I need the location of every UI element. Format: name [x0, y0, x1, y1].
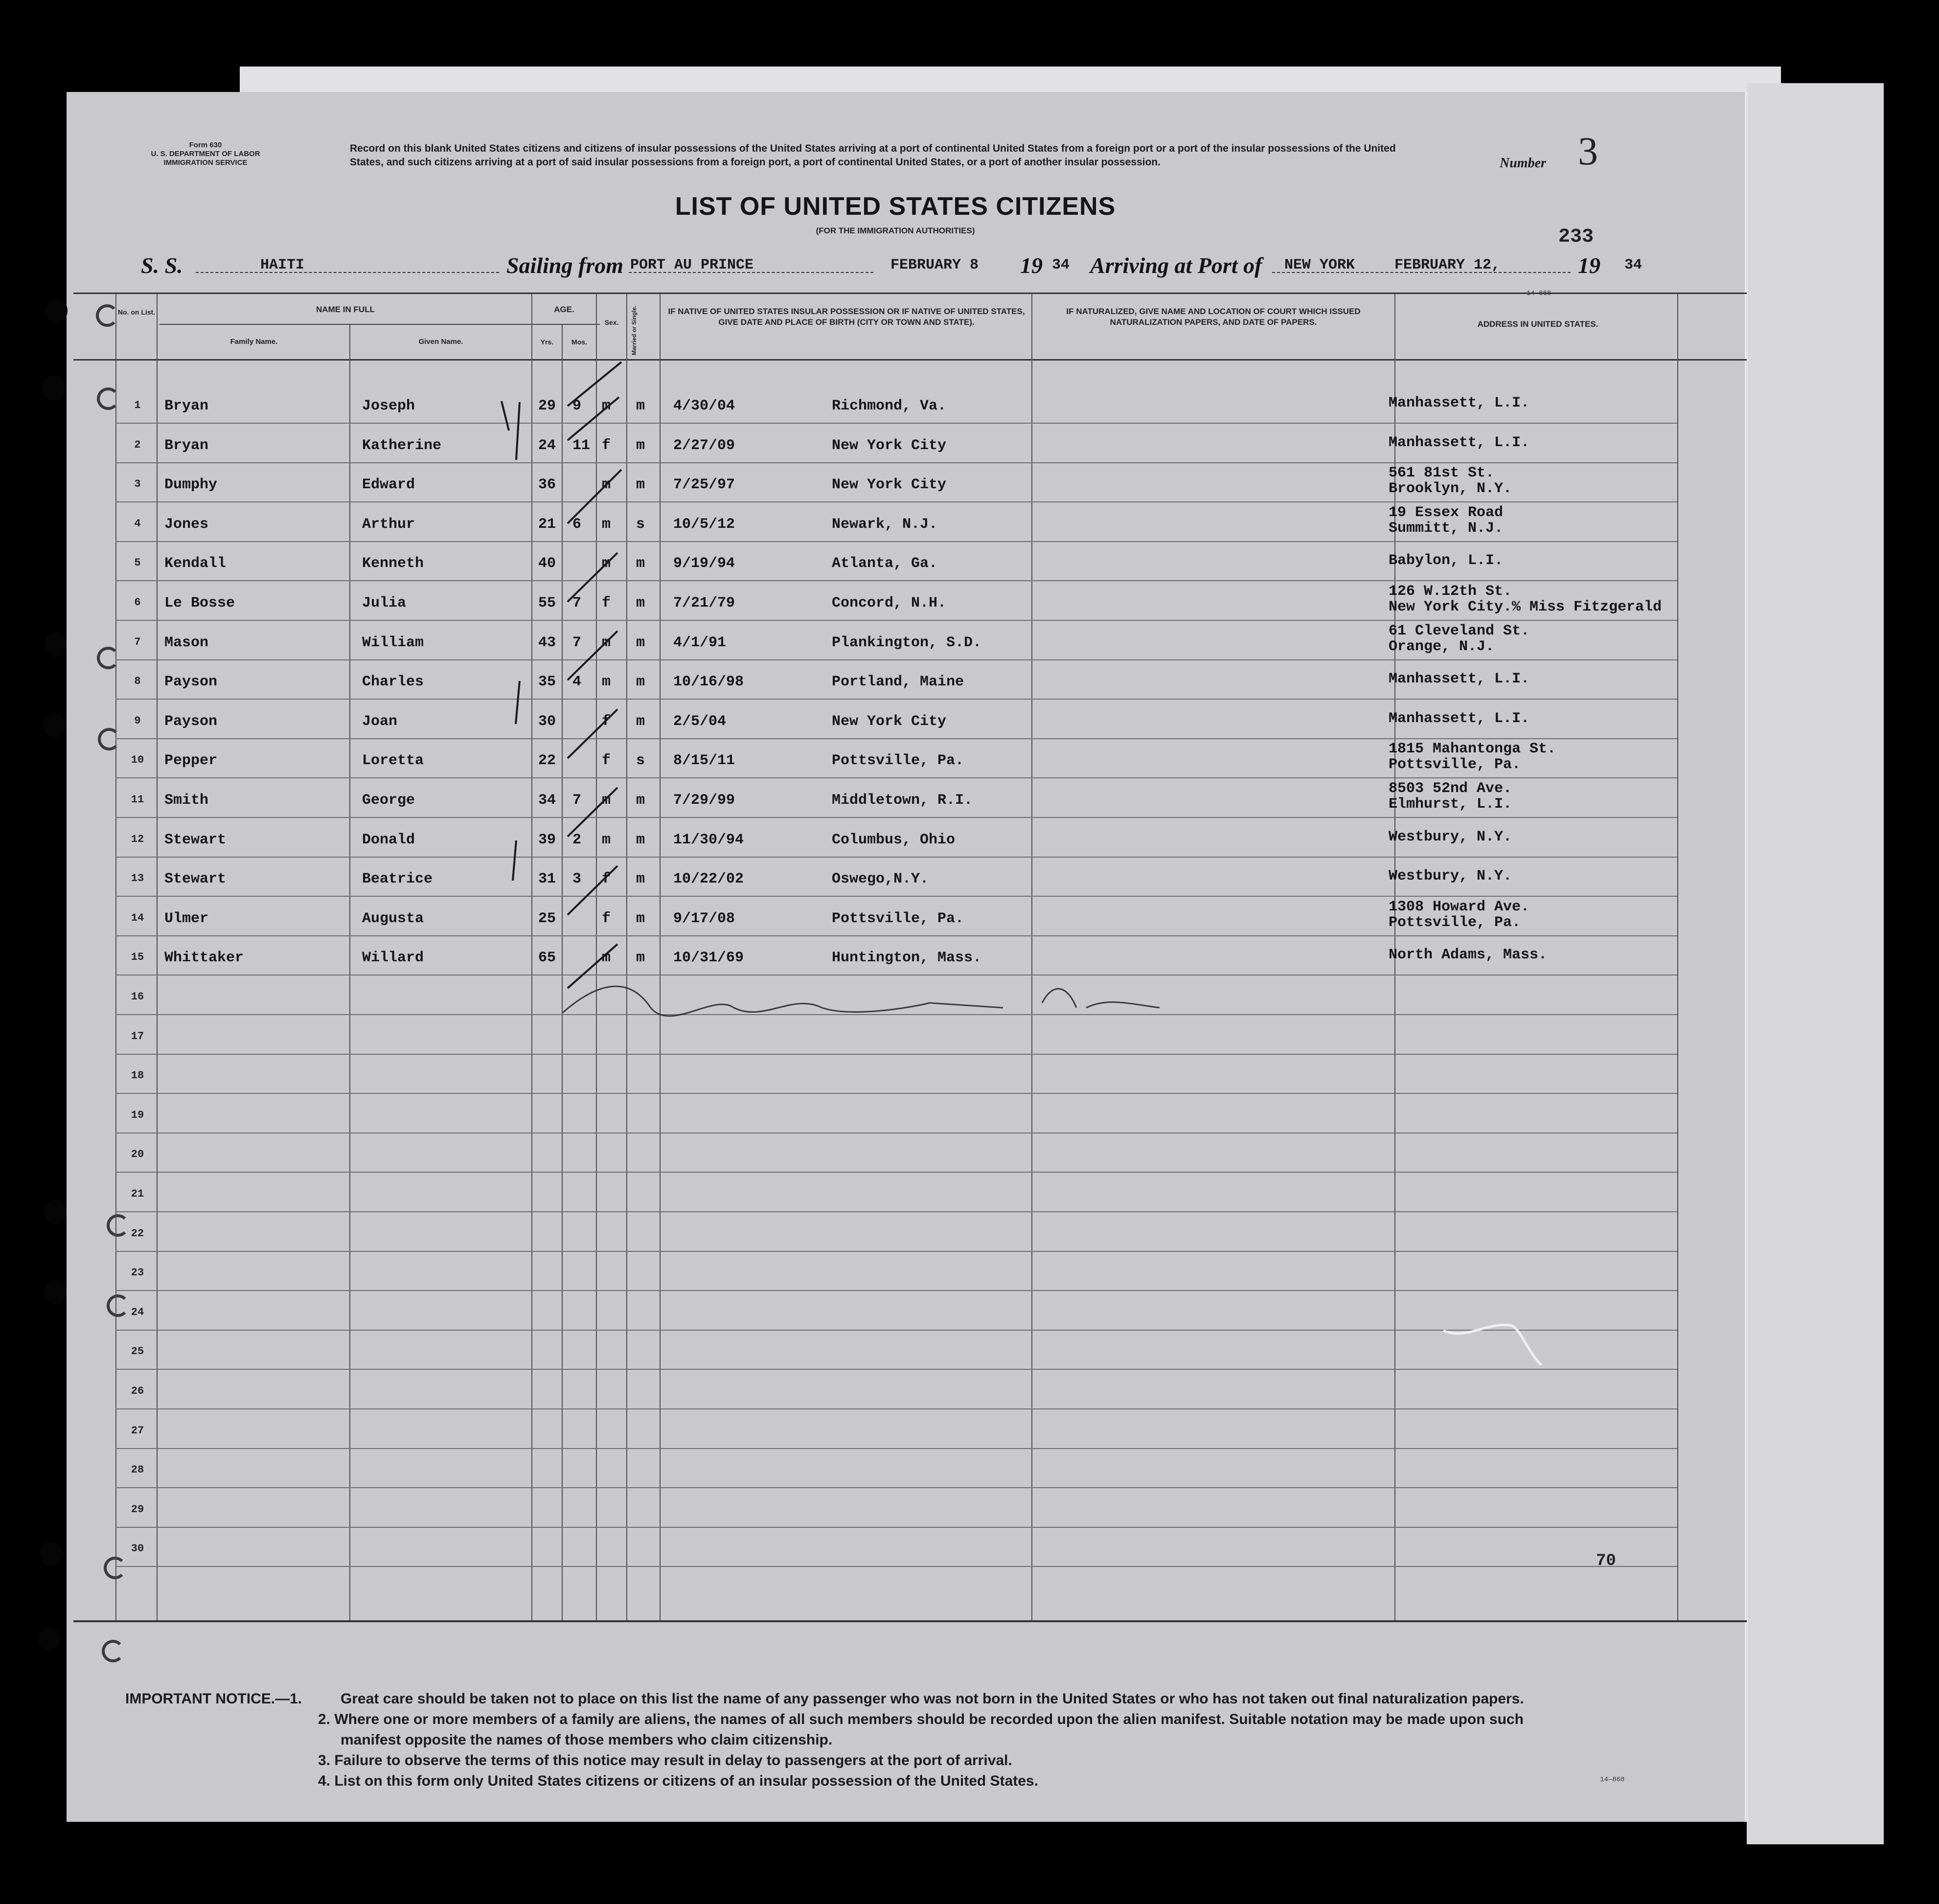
cell-place: New York City: [832, 437, 947, 454]
row-number: 2: [134, 438, 141, 451]
cell-place: New York City: [832, 713, 947, 730]
cell-place: Pottsville, Pa.: [832, 752, 964, 770]
cell-given: Charles: [362, 674, 424, 691]
cell-address-line1: North Adams, Mass.: [1389, 947, 1548, 964]
cell-yrs: 65: [538, 950, 556, 967]
cell-sex: f: [602, 752, 611, 770]
cell-mos: 7: [572, 634, 582, 651]
cell-sex: m: [602, 831, 611, 848]
cell-dob: 8/15/11: [673, 752, 735, 770]
cell-ms: m: [636, 950, 645, 967]
cell-sex: f: [602, 871, 611, 888]
signature-scrawl: [563, 986, 1160, 1016]
cell-dob: 11/30/94: [673, 831, 744, 848]
cell-place: Oswego,N.Y.: [832, 871, 929, 888]
notice-item-4: 4. List on this form only United States citizens or citizens of an insular possession of the United States.: [318, 1773, 1038, 1789]
cell-yrs: 25: [538, 910, 556, 927]
cell-given: Donald: [362, 831, 415, 848]
row-number: 24: [131, 1306, 144, 1318]
row-number: 3: [134, 478, 141, 491]
cell-given: Loretta: [362, 752, 424, 770]
cell-family: Jones: [164, 516, 209, 533]
cell-ms: m: [636, 910, 645, 927]
check-stroke: [568, 553, 617, 602]
row-number: 5: [134, 557, 141, 569]
cell-dob: 2/5/04: [673, 713, 727, 730]
cell-mos: 3: [572, 871, 582, 888]
row-number: 19: [131, 1109, 144, 1121]
cell-address-line2: Brooklyn, N.Y.: [1389, 480, 1512, 498]
row-number: 8: [134, 675, 141, 688]
cell-dob: 7/25/97: [673, 476, 735, 494]
cell-dob: 7/29/99: [673, 792, 735, 809]
notice-item-2-cont: manifest opposite the names of those members who claim citizenship.: [341, 1732, 833, 1748]
cell-family: Dumphy: [164, 476, 218, 494]
cell-family: Stewart: [164, 831, 227, 848]
cell-dob: 7/21/79: [673, 595, 735, 612]
row-number: 26: [131, 1385, 144, 1397]
cell-dob: 4/1/91: [673, 634, 727, 651]
cell-sex: f: [602, 713, 611, 730]
row-number: 13: [131, 872, 144, 885]
cell-sex: f: [602, 595, 611, 612]
sailing-year: 34: [1052, 257, 1070, 273]
row-number: 7: [134, 635, 141, 648]
cell-given: Augusta: [362, 910, 424, 927]
cell-yrs: 55: [538, 595, 556, 612]
cell-sex: f: [602, 437, 611, 454]
cell-yrs: 40: [538, 555, 556, 572]
notice-heading: IMPORTANT NOTICE.—1.: [125, 1691, 302, 1707]
cell-given: George: [362, 792, 415, 809]
cell-mos: 7: [572, 595, 582, 612]
row-number: 10: [131, 754, 144, 767]
cell-sex: m: [602, 476, 611, 494]
cell-address-line1: 8503 52nd Ave.: [1389, 780, 1512, 797]
cell-mos: 9: [572, 398, 582, 414]
cell-dob: 9/17/08: [673, 910, 735, 927]
cell-sex: m: [602, 555, 611, 572]
header-family-name: Family Name.: [230, 338, 278, 346]
cell-family: Pepper: [164, 752, 218, 770]
cell-ms: m: [636, 871, 645, 888]
row-number: 21: [131, 1188, 144, 1200]
preamble-text: Record on this blank United States citizens and citizens of insular possessions of the United States arriving at a port of continental United States from a foreign port or a port of the insular possessions of the United States, and such citizens arriving at a port of said insular possessions from a foreign port, a port of continental United States, or a port of another insular possession.: [350, 143, 1396, 168]
cell-family: Le Bosse: [164, 595, 235, 612]
cell-given: Arthur: [362, 516, 415, 533]
cell-mos: 6: [572, 516, 582, 533]
cell-place: Portland, Maine: [832, 674, 964, 691]
cell-place: Huntington, Mass.: [832, 950, 982, 967]
cell-place: Richmond, Va.: [832, 398, 947, 414]
cell-address-line2: Pottsville, Pa.: [1389, 914, 1521, 931]
cell-address-line1: 126 W.12th St.: [1389, 583, 1512, 600]
arrival-port: NEW YORK: [1284, 257, 1355, 273]
cell-ms: s: [636, 752, 645, 770]
cell-address-line1: 1308 Howard Ave.: [1389, 898, 1530, 915]
cell-ms: m: [636, 398, 645, 414]
cell-dob: 10/16/98: [673, 674, 744, 691]
cell-yrs: 30: [538, 713, 556, 730]
cell-address-line2: Summitt, N.J.: [1389, 520, 1504, 537]
arriving-label: Arriving at Port of: [1090, 253, 1262, 278]
cell-family: Whittaker: [164, 950, 244, 967]
cell-sex: m: [602, 516, 611, 533]
cell-family: Kendall: [164, 555, 227, 572]
cell-address-line1: Manhassett, L.I.: [1389, 395, 1530, 411]
sailing-date: FEBRUARY 8: [890, 257, 979, 273]
row-number: 9: [134, 714, 141, 727]
notice-item-3: 3. Failure to observe the terms of this notice may result in delay to passengers at the port of arrival.: [318, 1752, 1012, 1768]
header-mos: Mos.: [571, 338, 587, 346]
row-number: 6: [134, 596, 141, 609]
header-married-single: Married or Single.: [631, 305, 638, 355]
cell-address-line1: Manhassett, L.I.: [1389, 671, 1530, 688]
cell-given: Katherine: [362, 437, 442, 454]
row-number: 20: [131, 1148, 144, 1161]
cell-given: Kenneth: [362, 555, 424, 572]
header-address: ADDRESS IN UNITED STATES.: [1477, 319, 1598, 329]
cell-family: Ulmer: [164, 910, 209, 927]
cell-address-line2: Orange, N.J.: [1389, 638, 1495, 655]
cell-sex: m: [602, 950, 611, 967]
cell-place: Middletown, R.I.: [832, 792, 973, 809]
row-number: 16: [131, 991, 144, 1003]
row-number: 14: [131, 911, 144, 924]
row-number: 11: [131, 793, 144, 806]
department-name: U. S. DEPARTMENT OF LABOR: [151, 150, 260, 158]
cell-ms: m: [636, 674, 645, 691]
cell-ms: m: [636, 792, 645, 809]
header-age: AGE.: [554, 305, 574, 314]
sailing-year-prefix: 19: [1020, 253, 1043, 278]
cell-address-line1: 1815 Mahantonga St.: [1389, 741, 1556, 758]
cell-ms: s: [636, 516, 645, 533]
arrival-year: 34: [1624, 257, 1642, 273]
check-stroke: [568, 944, 617, 988]
row-number: 29: [131, 1503, 144, 1516]
check-stroke: [568, 362, 621, 406]
arrival-year-prefix: 19: [1578, 253, 1600, 278]
cell-yrs: 43: [538, 634, 556, 651]
cell-ms: m: [636, 555, 645, 572]
cell-address-line2: Pottsville, Pa.: [1389, 756, 1521, 773]
cell-sex: m: [602, 674, 611, 691]
bracket-mark: [513, 840, 516, 881]
service-name: IMMIGRATION SERVICE: [163, 159, 248, 167]
cell-yrs: 24: [538, 437, 556, 454]
cell-place: Columbus, Ohio: [832, 831, 956, 848]
cell-yrs: 22: [538, 752, 556, 770]
row-number: 22: [131, 1227, 144, 1240]
cell-dob: 10/22/02: [673, 871, 744, 888]
cell-family: Payson: [164, 713, 218, 730]
ss-label: S. S.: [141, 253, 183, 278]
header-no: No. on List.: [117, 308, 156, 316]
cell-ms: m: [636, 713, 645, 730]
cell-family: Bryan: [164, 437, 209, 454]
cell-sex: m: [602, 792, 611, 809]
notice-item-2: 2. Where one or more members of a family are aliens, the names of all such members should be recorded upon the alien manifest. Suitable notation may be made upon such: [318, 1711, 1524, 1727]
cell-yrs: 35: [538, 674, 556, 691]
cell-address-line2: New York City.% Miss Fitzgerald: [1389, 599, 1662, 615]
check-stroke: [568, 470, 621, 523]
row-number: 23: [131, 1267, 144, 1279]
cell-place: Atlanta, Ga.: [832, 555, 938, 572]
header-given-name: Given Name.: [418, 338, 463, 346]
cell-given: William: [362, 634, 424, 651]
cell-dob: 10/5/12: [673, 516, 735, 533]
cell-dob: 2/27/09: [673, 437, 735, 454]
row-number: 30: [131, 1542, 144, 1555]
cell-ms: m: [636, 437, 645, 454]
bracket-mark: [516, 681, 520, 724]
arrival-date: FEBRUARY 12,: [1394, 257, 1501, 273]
cell-given: Willard: [362, 950, 424, 967]
cell-ms: m: [636, 476, 645, 494]
sailing-label: Sailing from: [506, 253, 624, 278]
bracket-mark: [502, 401, 520, 460]
header-name-in-full: NAME IN FULL: [316, 305, 375, 314]
cell-dob: 10/31/69: [673, 950, 744, 967]
row-number: 4: [134, 517, 141, 530]
cell-given: Edward: [362, 476, 415, 494]
check-stroke: [568, 788, 617, 837]
cell-family: Payson: [164, 674, 218, 691]
cell-yrs: 31: [538, 871, 556, 888]
cell-given: Joseph: [362, 398, 415, 414]
cell-mos: 2: [572, 831, 582, 848]
check-stroke: [568, 866, 617, 915]
cell-address-line1: Babylon, L.I.: [1389, 552, 1504, 569]
page-mark: 70: [1596, 1552, 1616, 1570]
cell-place: Concord, N.H.: [832, 595, 947, 612]
cell-given: Beatrice: [362, 871, 433, 888]
sailing-port: PORT AU PRINCE: [630, 257, 754, 273]
cell-mos: 4: [572, 674, 582, 691]
cell-address-line1: Manhassett, L.I.: [1389, 710, 1530, 727]
row-number: 28: [131, 1464, 144, 1476]
ship-name: HAITI: [260, 257, 305, 273]
cell-address-line1: 61 Cleveland St.: [1389, 622, 1530, 639]
check-stroke: [568, 631, 617, 680]
stray-mark: [1443, 1325, 1541, 1365]
cell-sex: m: [602, 634, 611, 651]
cell-place: Pottsville, Pa.: [832, 910, 964, 927]
form-code-bottom: 14—868: [1600, 1776, 1625, 1784]
cell-yrs: 39: [538, 831, 556, 848]
cell-yrs: 34: [538, 792, 556, 809]
cell-dob: 9/19/94: [673, 555, 735, 572]
cell-given: Joan: [362, 713, 398, 730]
header-sex: Sex.: [604, 318, 619, 326]
cell-sex: f: [602, 910, 611, 927]
cell-address-line1: 19 Essex Road: [1389, 504, 1504, 521]
row-number: 27: [131, 1424, 144, 1437]
cell-family: Mason: [164, 634, 209, 651]
number-label: Number: [1500, 156, 1546, 171]
cell-mos: 11: [572, 437, 591, 454]
cell-address-line1: Manhassett, L.I.: [1389, 434, 1530, 451]
cell-yrs: 21: [538, 516, 556, 533]
cell-ms: m: [636, 831, 645, 848]
cell-family: Stewart: [164, 871, 227, 888]
header-birth: IF NATIVE OF UNITED STATES INSULAR POSSESSION OR IF NATIVE OF UNITED STATES, GIVE DATE AND PLACE OF BIRTH (CITY OR TOWN AND STATE).: [668, 307, 1025, 327]
row-number: 15: [131, 951, 144, 964]
cell-yrs: 36: [538, 476, 556, 494]
cell-mos: 7: [572, 792, 582, 809]
cell-place: Plankington, S.D.: [832, 634, 982, 651]
form-number: Form 630: [189, 141, 222, 149]
notice-item-1: Great care should be taken not to place on this list the name of any passenger who was not born in the United States or who has not taken out final naturalization papers.: [341, 1691, 1524, 1707]
page-title: LIST OF UNITED STATES CITIZENS: [675, 192, 1116, 221]
cell-ms: m: [636, 595, 645, 612]
row-number: 12: [131, 833, 144, 845]
check-stroke: [568, 397, 619, 440]
check-stroke: [568, 709, 617, 758]
row-number: 17: [131, 1030, 144, 1043]
header-naturalized: IF NATURALIZED, GIVE NAME AND LOCATION OF COURT WHICH ISSUED NATURALIZATION PAPERS, AND DATE OF PAPERS.: [1066, 307, 1361, 327]
cell-place: Newark, N.J.: [832, 516, 938, 533]
cell-ms: m: [636, 634, 645, 651]
cell-address-line2: Elmhurst, L.I.: [1389, 796, 1512, 813]
page-subtitle: (FOR THE IMMIGRATION AUTHORITIES): [816, 226, 975, 235]
list-code: 233: [1558, 226, 1594, 248]
row-number: 1: [134, 399, 141, 411]
cell-family: Smith: [164, 792, 209, 809]
header-yrs: Yrs.: [540, 338, 554, 346]
cell-given: Julia: [362, 595, 407, 612]
row-number: 18: [131, 1069, 144, 1082]
cell-family: Bryan: [164, 398, 209, 414]
cell-yrs: 29: [538, 398, 556, 414]
cell-sex: m: [602, 398, 611, 414]
cell-address-line1: Westbury, N.Y.: [1389, 868, 1512, 885]
number-value: 3: [1578, 129, 1598, 173]
cell-address-line1: Westbury, N.Y.: [1389, 828, 1512, 845]
cell-place: New York City: [832, 476, 947, 494]
cell-dob: 4/30/04: [673, 398, 735, 414]
row-number: 25: [131, 1345, 144, 1358]
cell-address-line1: 561 81st St.: [1389, 465, 1495, 482]
